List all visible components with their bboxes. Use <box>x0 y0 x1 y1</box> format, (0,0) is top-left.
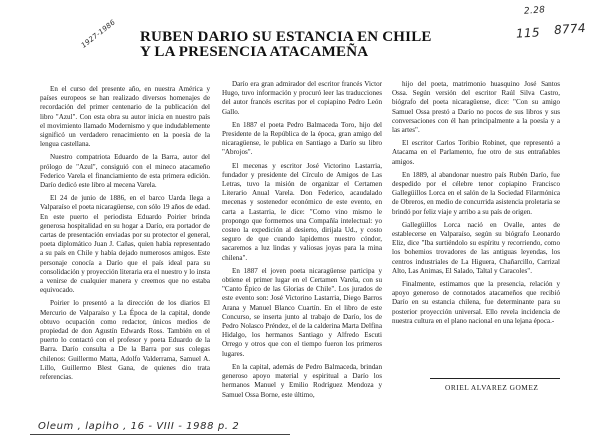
byline-divider <box>430 378 560 379</box>
paragraph: Finalmente, estimamos que la presencia, relación y apoyo generoso de connotados atacameños que recibió Darío en su estancia chilena, fue determinante para su posterior proyección universal. Ello revela incidencia de nuestra cultura en el plano nacional en una lejana época.- <box>392 280 560 325</box>
headline-line-2: Y LA PRESENCIA ATACAMEÑA <box>140 44 369 60</box>
handwritten-catalog-number: 8774 <box>553 20 587 38</box>
author-byline: ORIEL ALVAREZ GOMEZ <box>445 383 539 392</box>
article-column-1 <box>40 85 210 386</box>
article-column-3 <box>392 80 560 330</box>
paragraph: El 24 de junio de 1886, en el barco Uarda llega a Valparaíso el poeta nicaragüense, con sólo 19 años de edad. En este puerto el periodista Eduardo Poirier brinda generosa hospitalidad en su hogar a Darío, era portador de cartas de presentación enviadas por su protector el general, poeta diplomático Juan J. Cañas, quien había representado a su país en Chile y había dejado numerosos amigos. Este personaje conocía a Darío que el país ideal para su consolidación y proyección literaria era el nuestro y lo insta a venirse de cualquier manera y creemos que no estaba equivocado. <box>40 194 210 295</box>
paragraph: hijo del poeta, matrimonio huasquino José Santos Ossa. Según versión del escritor Raúl Silva Castro, biógrafo del poeta nicaragüense, dice: "Con su amigo Samuel Ossa prestó a Darío no pocos de sus libros y sus conversaciones con él han principalmente a la poesía y a las artes". <box>392 80 560 135</box>
article-headline <box>140 30 500 60</box>
paragraph: En 1889, al abandonar nuestro país Rubén Darío, fue despedido por el célebre tenor copiapino Francisco Gallegüillos Lorca en el salón de la Sociedad Filarmónica de Obreros, en medio de concurrida asistencia proletaria se brindó por feliz viaje y arribo a su país de origen. <box>392 170 560 216</box>
paragraph: En 1887 el poeta Pedro Balmaceda Toro, hijo del Presidente de la República de la época, gran amigo del nicaragüense, le publica en Santiago a Darío su libro "Abrojos". <box>222 120 382 157</box>
paragraph: Gallegüillos Lorca nació en Ovalle, antes de establecerse en Valparaíso, según su biógrafo Leonardo Eliz, dice "Iba surtiéndolo su espíritu y recorriendo, como los bohemios trovadores de las antiguas leyendas, los centros industriales de La Higuera, Chañarcillo, Carrizal Alto, Las Animas, El Salado, Taltal y Caracoles". <box>392 220 560 275</box>
paragraph: En el curso del presente año, en nuestra América y países europeos se han realizado diversos homenajes de recordación del primer centenario de la publicación del libro "Azul". Con esta obra su autor inicia en nuestro país el movimiento llamado Modernismo y que indudablemente significó un verdadero renacimiento en la poesía de la lengua castellana. <box>40 85 210 149</box>
handwritten-date-note: 1927-1986 <box>79 18 117 50</box>
headline-line-1: RUBEN DARIO SU ESTANCIA EN CHILE <box>140 29 432 45</box>
paragraph: Poirier lo presentó a la dirección de los diarios El Mercurio de Valparaíso y La Época de la capital, donde obtuvo ocupación como redactor, únicos medios de propiedad de don Agustín Edwards Ross. También en el puerto lo contactó con el profesor y poeta Eduardo de la Barra. Darío consulta a De la Barra por sus colegas chilenos: Guillermo Matta, Adolfo Valderrama, Samuel A. Lillo, Guillermo Blest Gana, de quienes dio trata referencias. <box>40 299 210 382</box>
paragraph: El mecenas y escritor José Victorino Lastarria, fundador y presidente del Círculo de Amigos de Las Letras, tuvo la misión de organizar el Certamen Literario Anual Varela. Don Federico, acaudalado mecenas y sostenedor económico de este evento, en carta a Lastarria, le dice: "Como vino mismo le propongo que formemos una Compañía intelectual: yo costeo la expedición al desierto, dirijala Ud., y costo seguro de que cuando lapidemos nuestro cóndor, sacaremos a luz lindas y valiosas joyas para la mina chilena". <box>222 161 382 262</box>
footer-underline <box>30 434 290 435</box>
paragraph: Nuestro compatriota Eduardo de la Barra, autor del prólogo de "Azul", consiguió con el mineco atacameño Federico Varela el financiamiento de esta primera edición. Darío dedicó este libro al mecena Varela. <box>40 153 210 190</box>
paragraph: Darío era gran admirador del escritor francés Victor Hugo, tuvo información y procuró leer las traducciones del autor francés escritas por el copiapino Pedro León Gallo. <box>222 80 382 116</box>
paragraph: En 1887 el joven poeta nicaragüense participa y obtiene el primer lugar en el Certamen Varela, con su "Canto Épico de las Glorias de Chile". Los jurados de este evento son: José Victorino Lastarria, Diego Barros Arana y Manuel Blanco Cuartín. En el libro de este Concurso, se inserta junto al trabajo de Darío, los de Pedro Nolasco Préndez, el de la calderina Marta Delfina Hidalgo, los hermanos Santiago y Alfredo Escuti Orrego y otros que con el tiempo fueron los primeros lugares. <box>222 266 382 358</box>
handwritten-source-note: Oleum , lapiho , 16 - VIII - 1988 p. 2 <box>38 421 240 432</box>
paragraph: El escritor Carlos Toribio Robinet, que representó a Atacama en el Parlamento, fue otro de sus entrañables amigos. <box>392 139 560 166</box>
handwritten-number-top: 2.28 <box>523 5 546 17</box>
handwritten-number-mid: 115 <box>515 25 541 41</box>
paragraph: En la capital, además de Pedro Balmaceda, brindan generoso apoyo material y espiritual a Darío los hermanos Manuel y Emilio Rodríguez Mendoza y Samuel Ossa Borne, este último, <box>222 362 382 399</box>
article-column-2 <box>222 80 382 404</box>
